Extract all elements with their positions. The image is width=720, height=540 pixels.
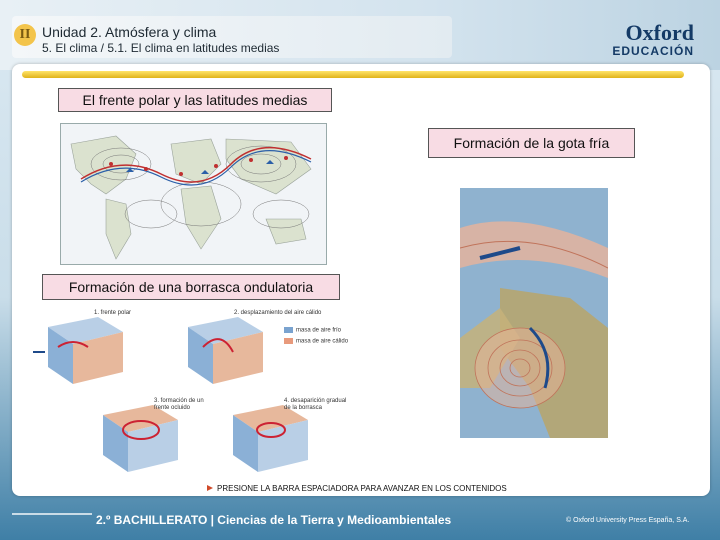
step4-caption: 4. desaparición gradual de la borrasca bbox=[284, 398, 347, 411]
legend-warm bbox=[284, 338, 348, 345]
breadcrumb: 5. El clima / 5.1. El clima en latitudes medias bbox=[42, 41, 280, 55]
step3-caption: 3. formación de un frente ocluido bbox=[154, 398, 204, 411]
wave-cyclone-diagram bbox=[28, 305, 363, 487]
legend-warm-label: masa de aire cálido bbox=[296, 338, 349, 345]
oxford-logo bbox=[612, 22, 694, 58]
polar-front-map-image bbox=[60, 123, 327, 265]
header bbox=[0, 0, 720, 70]
cold-drop-satellite-image bbox=[460, 188, 608, 438]
footer-divider bbox=[12, 513, 92, 515]
copyright: © Oxford University Press España, S.A. bbox=[566, 517, 690, 524]
logo-subtitle: EDUCACIÓN bbox=[612, 44, 694, 58]
unit-badge: II bbox=[14, 24, 36, 46]
advance-hint: PRESIONE LA BARRA ESPACIADORA PARA AVANZAR EN LOS CONTENIDOS bbox=[217, 484, 507, 493]
legend-cold-label: masa de aire frío bbox=[296, 327, 342, 334]
logo-wordmark: Oxford bbox=[625, 20, 694, 45]
step2-caption: 2. desplazamiento del aire cálido bbox=[234, 310, 322, 316]
label-wave-cyclone: Formación de una borrasca ondulatoria bbox=[42, 274, 340, 300]
step1-caption: 1. frente polar bbox=[94, 310, 132, 316]
label-polar-front: El frente polar y las latitudes medias bbox=[58, 88, 332, 112]
label-cold-drop: Formación de la gota fría bbox=[428, 128, 635, 158]
play-arrow-icon bbox=[207, 485, 213, 491]
legend-cold bbox=[284, 327, 341, 334]
course-title: 2.º BACHILLERATO | Ciencias de la Tierra y Medioambientales bbox=[96, 513, 452, 527]
divider-bar bbox=[22, 71, 684, 78]
unit-title: Unidad 2. Atmósfera y clima bbox=[42, 24, 217, 40]
cold-swatch bbox=[284, 327, 293, 333]
warm-swatch bbox=[284, 338, 293, 344]
